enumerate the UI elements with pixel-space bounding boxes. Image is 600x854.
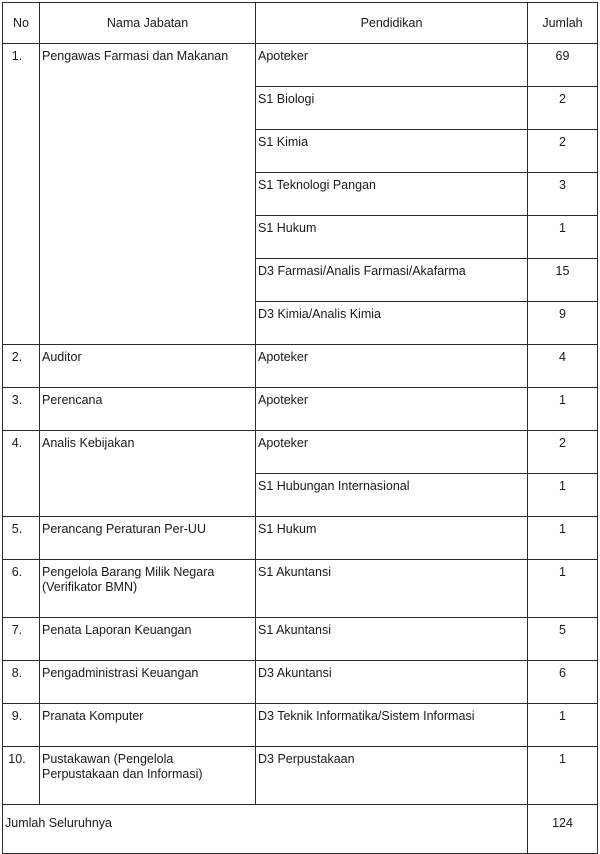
row-jumlah: 1 bbox=[528, 517, 598, 560]
row-jabatan: Pengawas Farmasi dan Makanan bbox=[40, 44, 256, 345]
row-jabatan: Pustakawan (Pengelola Perpustakaan dan Informasi) bbox=[40, 747, 256, 805]
total-row bbox=[3, 805, 598, 854]
row-pendidikan: S1 Hukum bbox=[256, 517, 528, 560]
row-jumlah: 69 bbox=[528, 44, 598, 87]
row-pendidikan: D3 Akuntansi bbox=[256, 661, 528, 704]
row-pendidikan: S1 Akuntansi bbox=[256, 560, 528, 618]
row-pendidikan: D3 Kimia/Analis Kimia bbox=[256, 302, 528, 345]
table-row bbox=[3, 661, 598, 704]
row-jumlah: 1 bbox=[528, 560, 598, 618]
table-row bbox=[3, 345, 598, 388]
row-pendidikan: Apoteker bbox=[256, 44, 528, 87]
row-no: 8. bbox=[3, 661, 40, 704]
row-pendidikan: S1 Akuntansi bbox=[256, 618, 528, 661]
row-jabatan: Pengelola Barang Milik Negara (Verifikator BMN) bbox=[40, 560, 256, 618]
row-pendidikan: S1 Biologi bbox=[256, 87, 528, 130]
table-row bbox=[3, 44, 598, 87]
row-jumlah: 3 bbox=[528, 173, 598, 216]
row-jumlah: 2 bbox=[528, 431, 598, 474]
table-row bbox=[3, 704, 598, 747]
row-jumlah: 1 bbox=[528, 704, 598, 747]
row-jumlah: 5 bbox=[528, 618, 598, 661]
row-jumlah: 2 bbox=[528, 87, 598, 130]
row-jumlah: 15 bbox=[528, 259, 598, 302]
total-value: 124 bbox=[528, 805, 598, 854]
table-row bbox=[3, 388, 598, 431]
header-jumlah: Jumlah bbox=[528, 3, 598, 44]
row-pendidikan: Apoteker bbox=[256, 345, 528, 388]
header-row bbox=[3, 3, 598, 44]
row-no: 1. bbox=[3, 44, 40, 345]
total-label: Jumlah Seluruhnya bbox=[3, 805, 528, 854]
row-pendidikan: D3 Teknik Informatika/Sistem Informasi bbox=[256, 704, 528, 747]
row-jumlah: 6 bbox=[528, 661, 598, 704]
header-no: No bbox=[3, 3, 40, 44]
row-jumlah: 9 bbox=[528, 302, 598, 345]
row-jumlah: 4 bbox=[528, 345, 598, 388]
row-jabatan: Pengadministrasi Keuangan bbox=[40, 661, 256, 704]
jabatan-table bbox=[2, 2, 598, 854]
table-row bbox=[3, 517, 598, 560]
row-pendidikan: S1 Hukum bbox=[256, 216, 528, 259]
table-row bbox=[3, 560, 598, 618]
row-jabatan: Auditor bbox=[40, 345, 256, 388]
row-jabatan: Pranata Komputer bbox=[40, 704, 256, 747]
row-no: 9. bbox=[3, 704, 40, 747]
row-pendidikan: D3 Farmasi/Analis Farmasi/Akafarma bbox=[256, 259, 528, 302]
row-pendidikan: S1 Hubungan Internasional bbox=[256, 474, 528, 517]
row-jabatan: Penata Laporan Keuangan bbox=[40, 618, 256, 661]
row-no: 4. bbox=[3, 431, 40, 517]
row-no: 10. bbox=[3, 747, 40, 805]
row-jumlah: 1 bbox=[528, 216, 598, 259]
row-pendidikan: S1 Kimia bbox=[256, 130, 528, 173]
row-pendidikan: S1 Teknologi Pangan bbox=[256, 173, 528, 216]
row-pendidikan: D3 Perpustakaan bbox=[256, 747, 528, 805]
table-row bbox=[3, 431, 598, 474]
row-jabatan: Analis Kebijakan bbox=[40, 431, 256, 517]
row-jumlah: 1 bbox=[528, 747, 598, 805]
row-jumlah: 1 bbox=[528, 474, 598, 517]
row-no: 2. bbox=[3, 345, 40, 388]
row-no: 3. bbox=[3, 388, 40, 431]
row-jabatan: Perencana bbox=[40, 388, 256, 431]
row-pendidikan: Apoteker bbox=[256, 431, 528, 474]
row-no: 5. bbox=[3, 517, 40, 560]
table-row bbox=[3, 618, 598, 661]
row-jumlah: 1 bbox=[528, 388, 598, 431]
header-jabatan: Nama Jabatan bbox=[40, 3, 256, 44]
row-no: 7. bbox=[3, 618, 40, 661]
row-jumlah: 2 bbox=[528, 130, 598, 173]
row-pendidikan: Apoteker bbox=[256, 388, 528, 431]
header-pendidikan: Pendidikan bbox=[256, 3, 528, 44]
row-no: 6. bbox=[3, 560, 40, 618]
table-row bbox=[3, 747, 598, 805]
row-jabatan: Perancang Peraturan Per-UU bbox=[40, 517, 256, 560]
